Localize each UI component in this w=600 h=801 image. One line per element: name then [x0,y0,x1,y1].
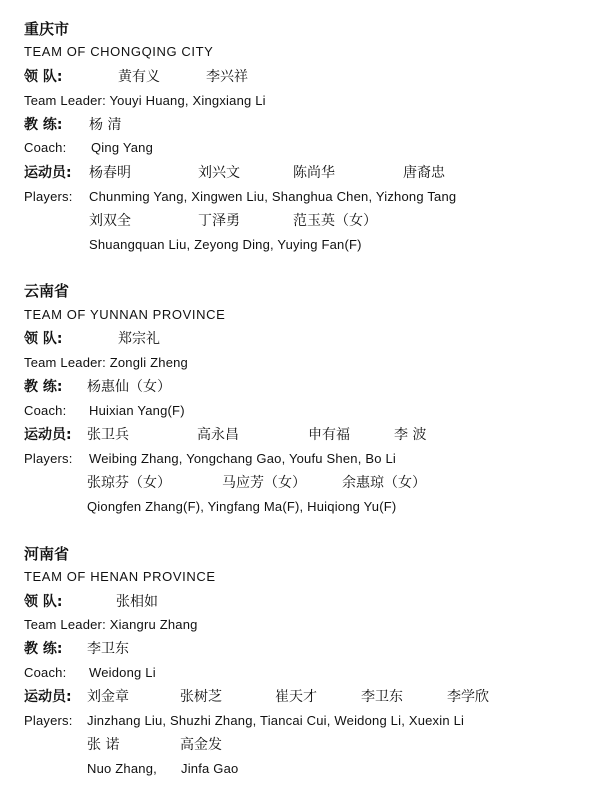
leader-en: Team Leader: Xiangru Zhang [24,617,198,632]
coach-en-label: Coach: [24,140,67,155]
leader-name: 张相如 [116,594,158,610]
player-name: 申有福 [308,427,350,443]
coach-en: Weidong Li [89,665,156,680]
players-label: 运动员: [24,689,72,705]
leader-en: Team Leader: Youyi Huang, Xingxiang Li [24,93,266,108]
player-name: 丁泽勇 [198,213,240,229]
player-name: 刘金章 [87,689,129,705]
leader-label: 领 队: [24,594,63,610]
player-name: 李卫东 [361,689,403,705]
team-title-en: TEAM OF HENAN PROVINCE [24,569,216,584]
leader-en: Team Leader: Zongli Zheng [24,355,188,370]
team-title-en: TEAM OF YUNNAN PROVINCE [24,307,226,322]
player-name: 唐裔忠 [403,165,445,181]
players-en: Weibing Zhang, Yongchang Gao, Youfu Shen, Bo Li [89,451,396,466]
players-en: Qiongfen Zhang(F), Yingfang Ma(F), Huiqiong Yu(F) [87,499,397,514]
player-name: 杨春明 [89,165,131,181]
players-en: Shuangquan Liu, Zeyong Ding, Yuying Fan(F) [89,237,362,252]
leader-label: 领 队: [24,331,63,347]
players-en-label: Players: [24,451,73,466]
province-title: 云南省 [24,282,70,300]
players-en: Jinfa Gao [181,761,239,776]
coach-en-label: Coach: [24,665,67,680]
leader-name: 李兴祥 [206,69,248,85]
coach-en: Huixian Yang(F) [89,403,185,418]
players-en-label: Players: [24,189,73,204]
leader-name: 黄有义 [118,69,160,85]
player-name: 李学欣 [447,689,489,705]
player-name: 李 波 [394,427,427,443]
coach-name: 杨 清 [89,117,122,133]
player-name: 陈尚华 [293,165,335,181]
player-name: 高金发 [180,737,222,753]
player-name: 张卫兵 [87,427,129,443]
coach-name: 杨惠仙（女） [87,379,171,395]
players-en: Nuo Zhang, [87,761,157,776]
player-name: 高永昌 [197,427,239,443]
province-title: 河南省 [24,545,70,563]
coach-label: 教 练: [24,379,63,395]
player-name: 刘双全 [89,213,131,229]
player-name: 张树芝 [180,689,222,705]
player-name: 张琼芬（女） [87,475,171,491]
coach-name: 李卫东 [87,641,129,657]
players-label: 运动员: [24,427,72,443]
players-label: 运动员: [24,165,72,181]
coach-en: Qing Yang [91,140,154,155]
player-name: 刘兴文 [198,165,240,181]
player-name: 崔天才 [275,689,317,705]
province-title: 重庆市 [24,20,70,38]
player-name: 马应芳（女） [222,475,306,491]
player-name: 余惠琼（女） [342,475,426,491]
leader-label: 领 队: [24,69,63,85]
coach-label: 教 练: [24,641,63,657]
players-en: Chunming Yang, Xingwen Liu, Shanghua Chen, Yizhong Tang [89,189,457,204]
coach-label: 教 练: [24,117,63,133]
player-name: 范玉英（女） [293,213,377,229]
coach-en-label: Coach: [24,403,67,418]
team-title-en: TEAM OF CHONGQING CITY [24,44,214,59]
players-en: Jinzhang Liu, Shuzhi Zhang, Tiancai Cui, Weidong Li, Xuexin Li [87,713,465,728]
player-name: 张 诺 [87,737,120,753]
players-en-label: Players: [24,713,73,728]
leader-name: 郑宗礼 [118,331,160,347]
